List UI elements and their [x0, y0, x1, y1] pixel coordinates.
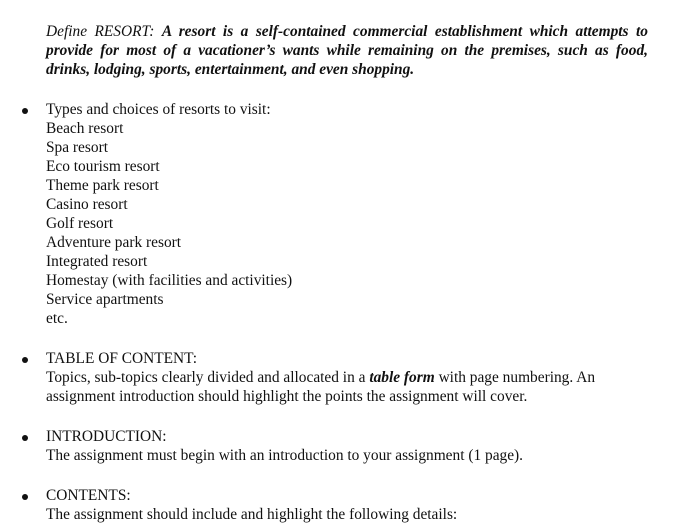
resort-definition: [46, 22, 648, 79]
toc-text: [46, 368, 652, 406]
list-item: Eco tourism resort: [46, 158, 160, 175]
toc-heading: TABLE OF CONTENT:: [46, 350, 198, 367]
list-item: Integrated resort: [46, 253, 148, 270]
contents-text: The assignment should include and highlight the following details:: [46, 506, 458, 523]
contents-body: [46, 486, 652, 524]
bullet-icon: [22, 435, 28, 441]
bullet-icon: [22, 494, 28, 500]
bullet-icon: [22, 357, 28, 363]
contents-heading: CONTENTS:: [46, 487, 131, 504]
list-item: Casino resort: [46, 196, 128, 213]
toc-body: [46, 349, 652, 406]
list-item: Homestay (with facilities and activities): [46, 272, 293, 289]
list-item: etc.: [46, 310, 68, 327]
toc-text-before: Topics, sub-topics clearly divided and allocated in a: [46, 369, 370, 386]
toc-emphasis: table form: [369, 369, 435, 386]
list-item: Theme park resort: [46, 177, 159, 194]
list-item: Beach resort: [46, 120, 124, 137]
definition-lead: Define RESORT:: [46, 23, 162, 40]
list-item: Adventure park resort: [46, 234, 182, 251]
definition-text: A resort is a self-contained commercial establishment which attempts to provide for most of a vacationer’s wants while remaining on the premises, such as food, drinks, lodging, sports, entertainment, and even shopping.: [46, 23, 648, 78]
list-item: Golf resort: [46, 215, 114, 232]
types-list: [46, 100, 652, 328]
types-heading: Types and choices of resorts to visit:: [46, 101, 271, 118]
list-item: Service apartments: [46, 291, 164, 308]
list-item: Spa resort: [46, 139, 108, 156]
toc-text-after: with page numbering. An assignment introduction should highlight the points the assignment will cover.: [46, 369, 596, 405]
bullet-icon: [22, 108, 28, 114]
intro-text: The assignment must begin with an introduction to your assignment (1 page).: [46, 447, 524, 464]
intro-body: [46, 427, 652, 465]
intro-heading: INTRODUCTION:: [46, 428, 167, 445]
